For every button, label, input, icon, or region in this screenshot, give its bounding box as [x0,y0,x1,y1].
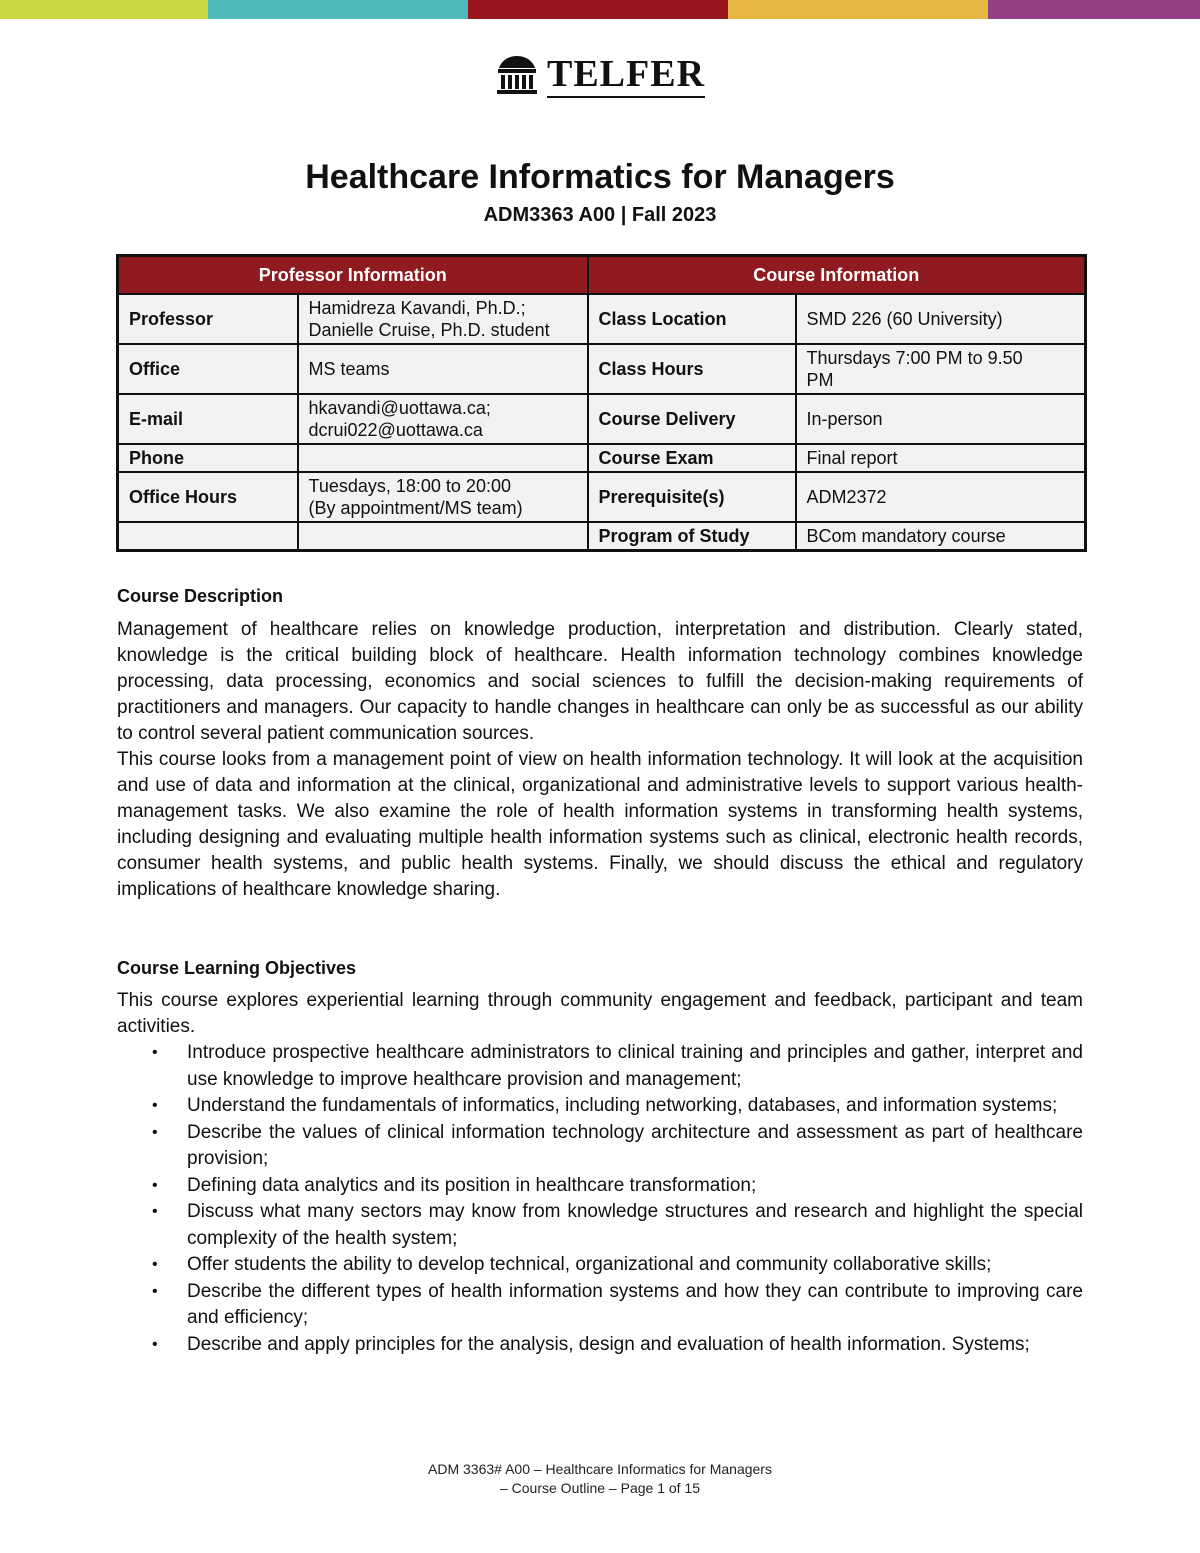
header-color-bar [0,0,1200,19]
footer-course-line: ADM 3363# A00 – Healthcare Informatics for Managers [428,1461,772,1477]
logo-wordmark: TELFER [547,52,705,98]
class-hours-value-line: Thursdays 7:00 PM to 9.50 [806,347,1023,368]
email-value [298,394,588,444]
list-item [117,1252,1083,1279]
class-hours-value-line: PM [806,369,834,390]
objective-text: Describe the different types of health information systems and how they can contribute to improving care and efficiency; [187,1280,1083,1328]
color-bar-segment-red [468,0,728,19]
bullet-icon: • [152,1282,158,1300]
objective-text: Describe and apply principles for the analysis, design and evaluation of health information. Systems; [187,1333,1030,1355]
table-row [118,522,1086,551]
prerequisites-label: Prerequisite(s) [588,472,796,522]
email-value-line: hkavandi@uottawa.ca; [308,397,491,418]
objective-text: Describe the values of clinical information technology architecture and assessment as part of healthcare provision; [187,1121,1083,1169]
objective-text: Understand the fundamentals of informatics, including networking, databases, and information systems; [187,1095,1058,1116]
learning-objectives-intro: This course explores experiential learning through community engagement and feedback, participant and team activities. [117,990,1083,1037]
color-bar-segment-lime [0,0,208,19]
course-exam-label: Course Exam [588,444,796,472]
page-footer [0,1460,1200,1498]
class-hours-label: Class Hours [588,344,796,394]
list-item [117,1173,1083,1200]
phone-label: Phone [118,444,298,472]
professor-info-header: Professor Information [118,256,588,294]
objective-text: Offer students the ability to develop technical, organizational and community collaborative skills; [187,1254,992,1275]
table-row [118,294,1086,344]
color-bar-segment-purple [988,0,1200,19]
empty-value-cell [298,522,588,551]
learning-objectives-heading: Course Learning Objectives [117,958,357,978]
bullet-icon: • [152,1256,158,1273]
office-hours-value [298,472,588,522]
phone-value [298,444,588,472]
course-exam-value: Final report [796,444,1086,472]
course-code-term: ADM3363 A00 | Fall 2023 [483,204,717,226]
bullet-icon: • [152,1097,158,1114]
course-description-paragraph: Management of healthcare relies on knowledge production, interpretation and distribution. Clearly stated, knowledge is the critical building block of healthcare. Health information technology combines knowledge processing, data processing, economics and social sciences to fulfill the decision-making requirements of practitioners and managers. Our capacity to handle changes in healthcare can only be as successful as our ability to control several patient communication sources. [117,619,1083,744]
office-value: MS teams [298,344,588,394]
office-hours-label: Office Hours [118,472,298,522]
course-delivery-label: Course Delivery [588,394,796,444]
office-label: Office [118,344,298,394]
class-hours-value [796,344,1086,394]
class-location-value: SMD 226 (60 University) [796,294,1086,344]
objective-text: Introduce prospective healthcare administrators to clinical training and principles and gather, interpret and use knowledge to improve healthcare provision and management; [187,1042,1083,1090]
class-location-label: Class Location [588,294,796,344]
bullet-icon: • [152,1123,158,1141]
prerequisites-value: ADM2372 [796,472,1086,522]
table-row [118,344,1086,394]
course-info-table [116,254,1087,552]
list-item [117,1332,1083,1359]
office-hours-value-line: (By appointment/MS team) [308,497,523,518]
color-bar-segment-teal [208,0,468,19]
table-row [118,444,1086,472]
program-of-study-label: Program of Study [588,522,796,551]
email-label: E-mail [118,394,298,444]
professor-value-line: Danielle Cruise, Ph.D. student [308,319,550,340]
objective-text: Defining data analytics and its position in healthcare transformation; [187,1174,757,1196]
page-title: Healthcare Informatics for Managers [305,158,895,196]
email-value-line: dcrui022@uottawa.ca [308,419,483,440]
objective-text: Discuss what many sectors may know from knowledge structures and research and highlight the special complexity of the health system; [187,1201,1083,1249]
telfer-logo [0,52,1200,98]
course-description-heading: Course Description [117,586,284,606]
bullet-icon: • [152,1335,158,1353]
table-row [118,472,1086,522]
bullet-icon: • [152,1203,158,1220]
table-row [118,394,1086,444]
list-item [117,1199,1083,1252]
footer-page-number: – Course Outline – Page 1 of 15 [499,1480,701,1496]
bullet-icon: • [152,1176,158,1194]
list-item [117,1279,1083,1332]
bullet-icon: • [152,1044,158,1061]
course-delivery-value: In-person [796,394,1086,444]
list-item [117,1040,1083,1093]
course-info-header: Course Information [588,256,1086,294]
office-hours-value-line: Tuesdays, 18:00 to 20:00 [308,475,511,496]
color-bar-segment-gold [728,0,988,19]
professor-label: Professor [118,294,298,344]
learning-objectives-list [117,1040,1083,1358]
list-item [117,1093,1083,1120]
professor-value-line: Hamidreza Kavandi, Ph.D.; [308,297,526,318]
program-of-study-value: BCom mandatory course [796,522,1086,551]
table-header-row [118,256,1086,294]
list-item [117,1120,1083,1173]
empty-label-cell [118,522,298,551]
professor-value [298,294,588,344]
course-description-paragraph: This course looks from a management point of view on health information technology. It will look at the acquisition and use of data and information at the clinical, organizational and administrative levels to support various health-management tasks. We also examine the role of health information systems in transforming health systems, including designing and evaluating multiple health information systems such as clinical, electronic health records, consumer health systems, and public health systems. Finally, we should discuss the ethical and regulatory implications of healthcare knowledge sharing. [117,749,1083,900]
building-columns-icon [495,54,539,96]
